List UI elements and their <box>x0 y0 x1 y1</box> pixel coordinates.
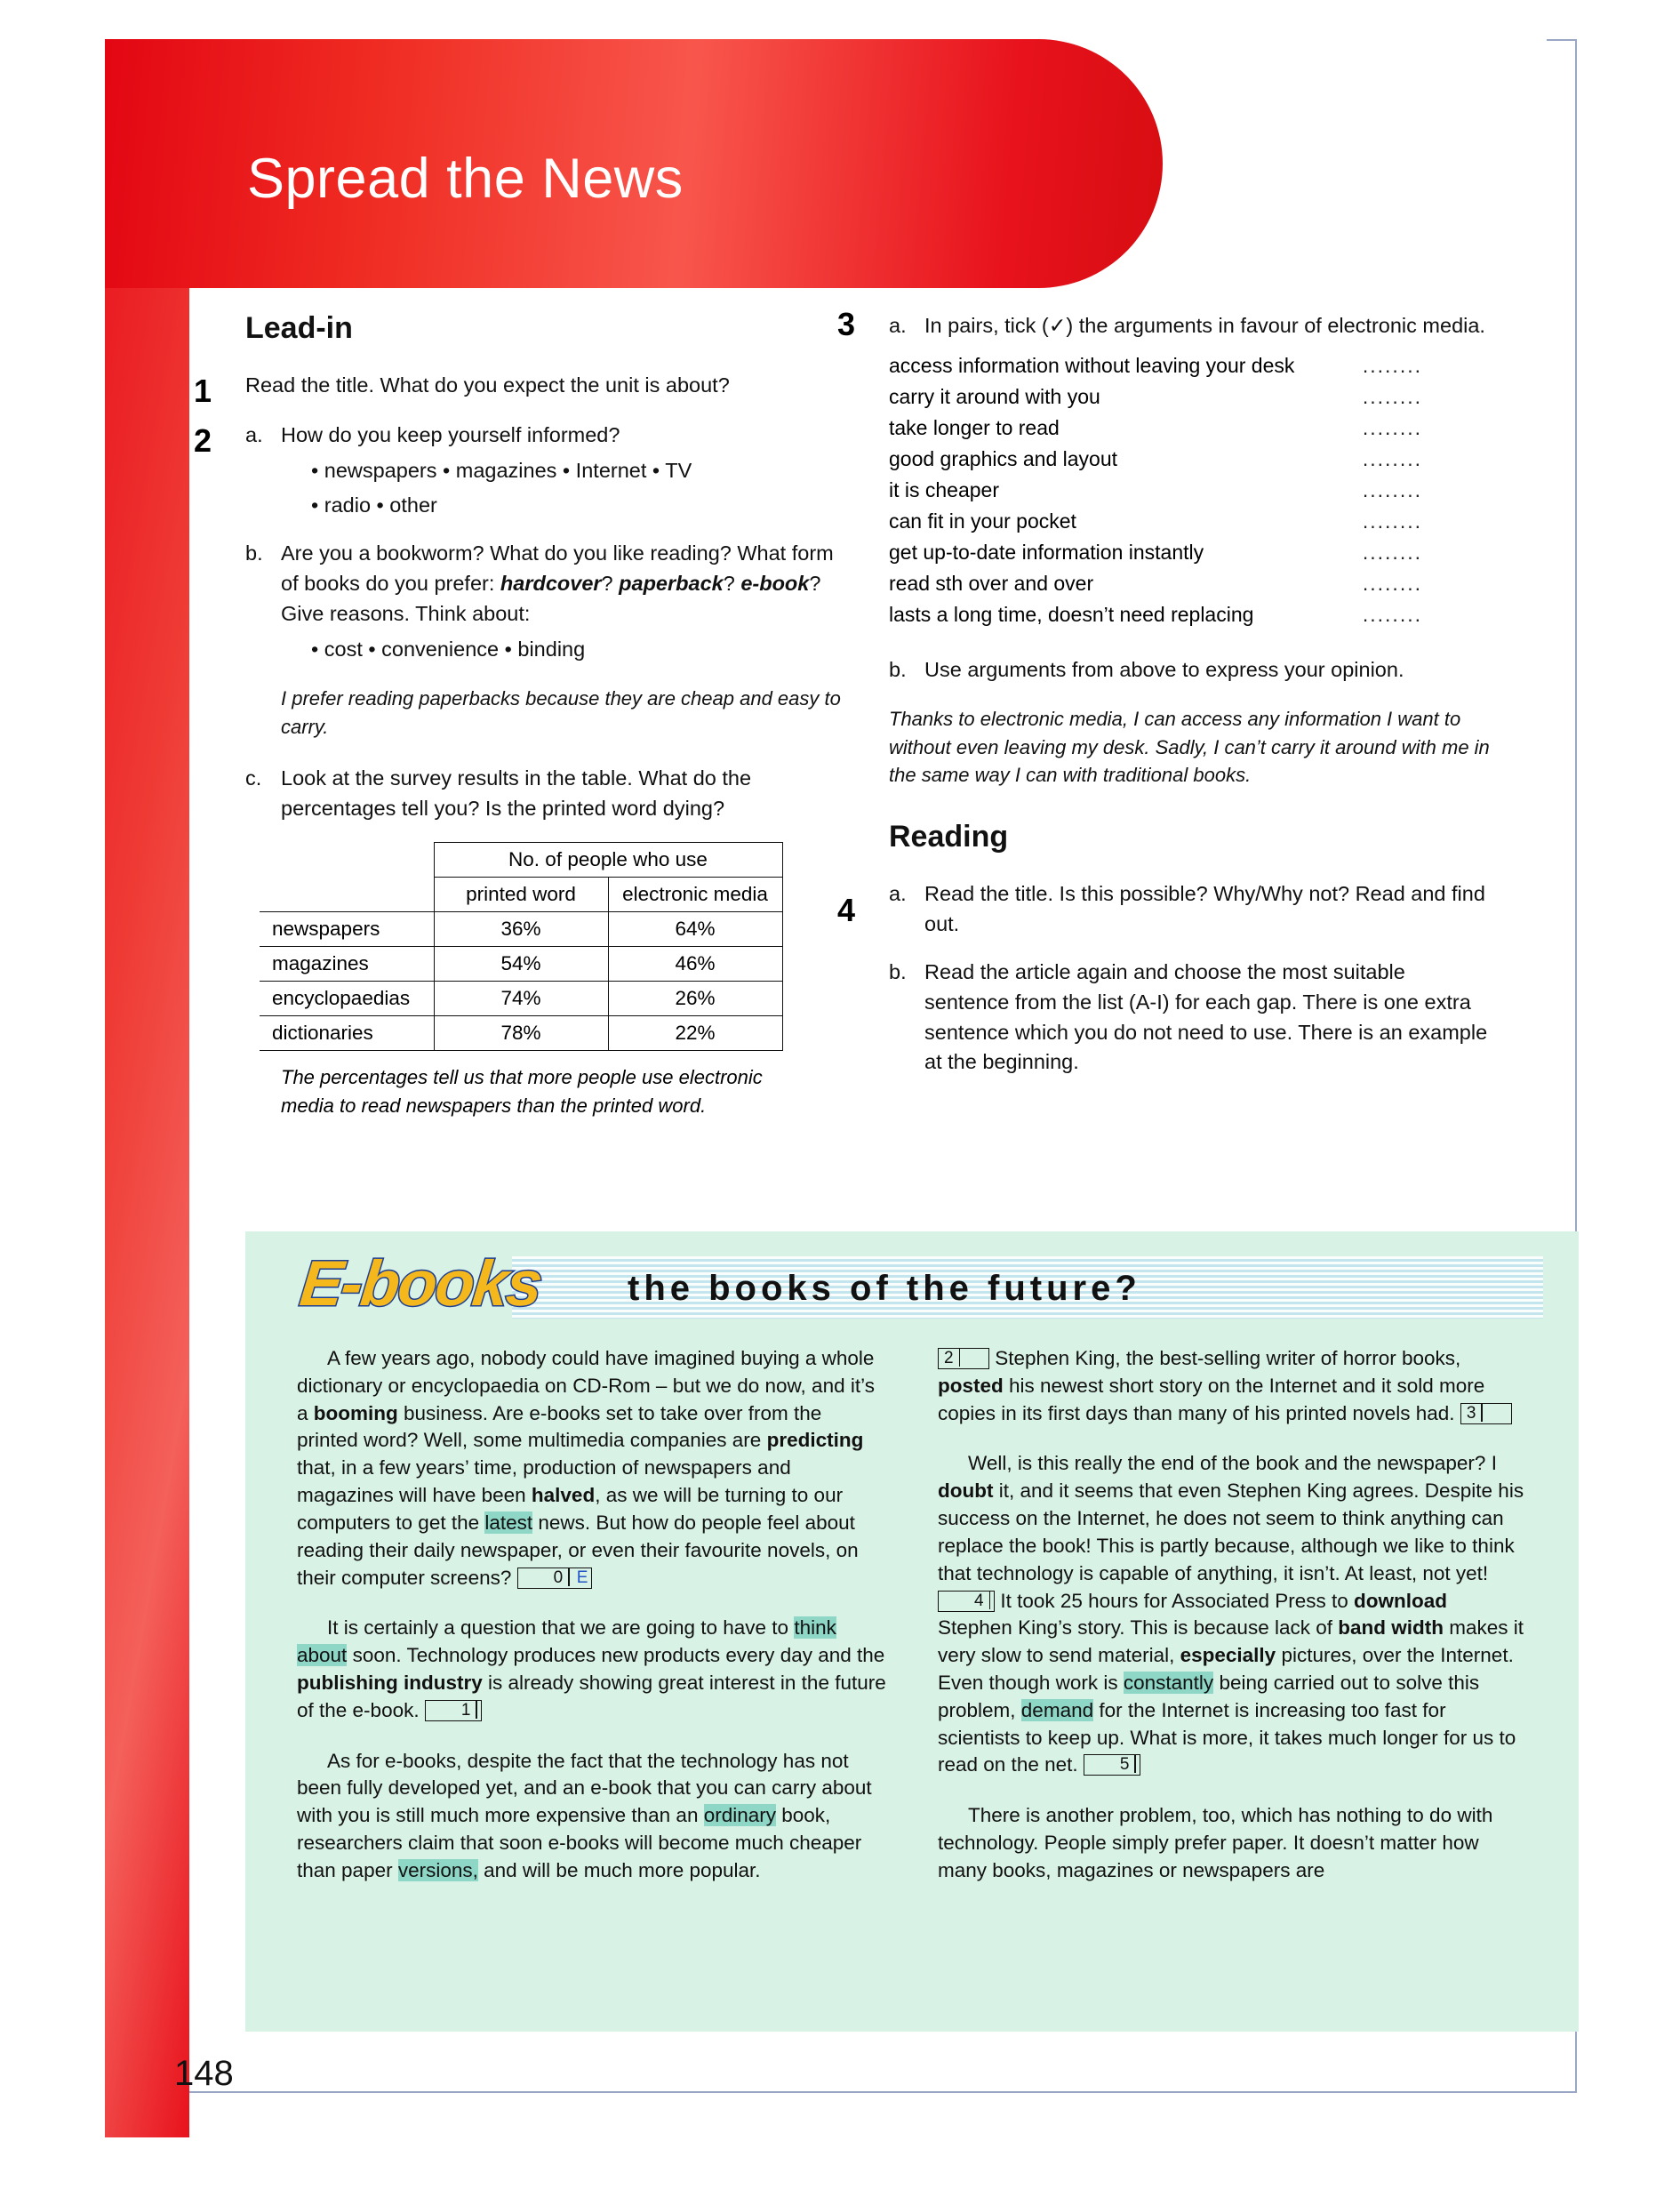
r2-bold-band-width: band width <box>1338 1616 1444 1640</box>
p2-seg-a: It is certainly a question that we are going to have to <box>327 1616 795 1640</box>
tick-line[interactable]: ........ <box>1362 540 1422 564</box>
r1-bold-posted: posted <box>938 1374 1004 1397</box>
table-row-label: magazines <box>260 947 434 982</box>
gap-divider <box>959 1349 961 1367</box>
tick-line[interactable]: ........ <box>1362 477 1422 501</box>
exercise-2a-label: a. <box>245 422 263 446</box>
list-item-label: can fit in your pocket <box>889 509 1076 533</box>
r1-seg-b: his newest short story on the Internet and it sold more copies in its first days than many of his printed novels had. <box>938 1374 1485 1424</box>
p3-highlight-ordinary: ordinary <box>703 1804 777 1827</box>
gap-1[interactable] <box>425 1700 482 1721</box>
table-cell-printed: 74% <box>434 982 608 1016</box>
p2-bold-publishing-industry: publishing industry <box>297 1671 483 1694</box>
table-row <box>260 982 782 1016</box>
tick-line[interactable]: ........ <box>1362 509 1422 533</box>
table-top-header: No. of people who use <box>434 843 782 878</box>
table-cell-electronic: 26% <box>608 982 782 1016</box>
exercise-4 <box>837 879 1493 1078</box>
article-right-column <box>938 1345 1527 1908</box>
exercise-1-number: 1 <box>194 373 212 409</box>
gap-3-number: 3 <box>1466 1403 1476 1423</box>
p1-seg-e: news. But how do people feel about reading their daily newspaper, or even their favourite novels, on their computer screens? <box>297 1511 859 1589</box>
list-item[interactable] <box>889 475 1422 506</box>
ex2b-bold-hardcover: hardcover <box>500 572 602 596</box>
list-item-label: take longer to read <box>889 415 1060 439</box>
page-number: 148 <box>174 2054 234 2093</box>
list-item[interactable] <box>889 413 1422 444</box>
table-cell-electronic: 46% <box>608 947 782 982</box>
ex2b-bold-ebook: e-book <box>740 572 810 596</box>
gap-example-number: 0 <box>553 1568 564 1587</box>
exercise-1-text: Read the title. What do you expect the unit is about? <box>245 373 730 397</box>
table-cell-electronic: 22% <box>608 1016 782 1051</box>
exercise-3b-text: Use arguments from above to express your opinion. <box>924 657 1404 681</box>
r2-seg-g: being carried out to solve this problem, <box>938 1671 1480 1721</box>
gap-3[interactable] <box>1460 1403 1512 1424</box>
list-item-label: good graphics and layout <box>889 446 1118 470</box>
tick-line[interactable]: ........ <box>1362 602 1422 626</box>
article-paragraph <box>297 1615 886 1724</box>
table-cell-printed: 54% <box>434 947 608 982</box>
article-left-column <box>297 1345 886 1908</box>
list-item[interactable] <box>889 568 1422 599</box>
page-title: Spread the News <box>247 148 684 210</box>
exercise-3b-label: b. <box>889 657 907 681</box>
exercise-4b-label: b. <box>889 959 907 983</box>
exercise-2c <box>245 764 850 824</box>
list-item[interactable] <box>889 350 1422 381</box>
tick-line[interactable]: ........ <box>1362 415 1422 439</box>
article-paragraph <box>938 1345 1527 1427</box>
list-item-label: it is cheaper <box>889 477 1000 501</box>
table-col-header-electronic: electronic media <box>608 878 782 912</box>
list-item-label: lasts a long time, doesn’t need replacing <box>889 602 1254 626</box>
r2-seg-b: it, and it seems that even Stephen King agrees. Despite his success on the Internet, he does not seem to think anything can replace the book! This is partly because, although we like to think that technology is capable of anything, it isn’t. At least, not yet! <box>938 1479 1524 1584</box>
reading-heading: Reading <box>889 820 1009 854</box>
exercise-2a-bullet-1: • newspapers • magazines • Internet • TV <box>311 458 692 482</box>
table-corner-cell <box>260 843 434 878</box>
survey-table <box>260 842 783 1051</box>
r2-seg-h: for the Internet is increasing too fast for scientists to keep up. What is more, it takes much longer for us to read on the net. <box>938 1698 1516 1776</box>
p2-seg-b: soon. Technology produces new products every day and the <box>347 1644 885 1667</box>
r2-bold-doubt: doubt <box>938 1479 994 1503</box>
gap-example-answer: E <box>576 1568 588 1587</box>
table-row-label: encyclopaedias <box>260 982 434 1016</box>
list-item[interactable] <box>889 537 1422 568</box>
p1-bold-booming: booming <box>313 1401 398 1424</box>
ex2b-seg2: ? <box>601 572 620 596</box>
right-column <box>837 306 1493 1095</box>
table-row-label: dictionaries <box>260 1016 434 1051</box>
table-cell-printed: 36% <box>434 912 608 947</box>
p2-seg-c: is already showing great interest in the future of the e-book. <box>297 1671 886 1721</box>
r2-seg-f: pictures, over the Internet. Even though work is <box>938 1644 1514 1694</box>
gap-4[interactable] <box>938 1591 995 1612</box>
r1-seg-a: Stephen King, the best-selling writer of horror books, <box>989 1347 1461 1369</box>
table-col-header-printed: printed word <box>434 878 608 912</box>
left-column <box>194 311 850 1120</box>
ex2b-bold-paperback: paperback <box>619 572 724 596</box>
exercise-4b <box>889 958 1493 1078</box>
article-columns <box>245 1345 1579 1908</box>
r2-bold-especially: especially <box>1180 1644 1276 1667</box>
r2-bold-download: download <box>1354 1589 1448 1612</box>
tick-line[interactable]: ........ <box>1362 353 1422 377</box>
article-panel <box>245 1231 1579 2032</box>
exercise-2b-example: I prefer reading paperbacks because they are cheap and easy to carry. <box>281 686 841 738</box>
gap-2[interactable] <box>938 1348 989 1369</box>
tick-line[interactable]: ........ <box>1362 571 1422 595</box>
p3-seg-b: book, researchers claim that soon e-books will become much cheaper than paper <box>297 1804 862 1881</box>
ex2b-seg3: ? <box>723 572 741 596</box>
list-item[interactable] <box>889 506 1422 537</box>
exercise-1 <box>194 371 850 409</box>
survey-table-wrap <box>245 842 850 1120</box>
table-row <box>260 947 782 982</box>
exercise-4a-label: a. <box>889 882 907 906</box>
exercise-2b <box>245 539 850 741</box>
article-paragraph <box>938 1450 1527 1779</box>
p1-seg-a: A few years ago, nobody could have imagined buying a whole dictionary or encyclopaedia on CD-Rom – but we do now, and it’s a <box>297 1347 875 1424</box>
exercise-4-number: 4 <box>837 892 856 929</box>
exercise-3b-example: Thanks to electronic media, I can access any information I want to without even leaving my desk. Sadly, I can’t carry it around with me in the same way I can with traditional books. <box>889 707 1490 787</box>
r2-highlight-demand: demand <box>1020 1698 1094 1721</box>
exercise-3-number: 3 <box>837 306 856 342</box>
article-paragraph <box>297 1748 886 1885</box>
gap-5[interactable] <box>1084 1754 1140 1776</box>
r2-highlight-constantly: constantly <box>1123 1671 1214 1694</box>
article-paragraph <box>938 1802 1527 1884</box>
list-item[interactable] <box>889 381 1422 413</box>
table-cell-electronic: 64% <box>608 912 782 947</box>
bottom-frame-line <box>189 2091 1577 2093</box>
gap-divider <box>989 1592 991 1609</box>
exercise-3b <box>889 655 1493 790</box>
list-item-label: read sth over and over <box>889 571 1094 595</box>
arguments-checklist <box>889 350 1493 630</box>
exercise-3 <box>837 306 1493 790</box>
tick-line[interactable]: ........ <box>1362 446 1422 470</box>
table-row <box>260 1016 782 1051</box>
gap-divider <box>568 1568 570 1586</box>
gap-5-number: 5 <box>1119 1755 1130 1775</box>
r2-seg-a: Well, is this really the end of the book and the newspaper? I <box>968 1452 1497 1475</box>
ebooks-logo: E-books <box>296 1248 545 1319</box>
gap-divider <box>1481 1404 1483 1422</box>
left-red-bar <box>105 39 189 2137</box>
list-item[interactable] <box>889 444 1422 475</box>
table-header-row-top <box>260 843 782 878</box>
gap-divider <box>476 1701 477 1719</box>
list-item-label: get up-to-date information instantly <box>889 540 1204 564</box>
p1-seg-d: , as we will be turning to our computers to get the <box>297 1484 844 1534</box>
table-corner-cell-2 <box>260 878 434 912</box>
table-header-row <box>260 878 782 912</box>
exercise-2c-text: Look at the survey results in the table. What do the percentages tell you? Is the printed word dying? <box>281 766 752 821</box>
exercise-3a-text: In pairs, tick (✓) the arguments in favour of electronic media. <box>924 314 1485 337</box>
p3-seg-a: As for e-books, despite the fact that the technology has not been fully developed yet, and an e-book that you can carry about with you is still much more expensive than an <box>297 1749 872 1827</box>
gap-example[interactable] <box>517 1568 593 1589</box>
exercise-2c-example: The percentages tell us that more people use electronic media to read newspapers than the printed word. <box>281 1066 763 1117</box>
table-cell-printed: 78% <box>434 1016 608 1051</box>
exercise-2a <box>245 421 850 521</box>
article-subtitle: the books of the future? <box>628 1269 1141 1308</box>
exercise-4b-text: Read the article again and choose the most suitable sentence from the list (A-I) for each gap. There is one extra sentence which you do not need to use. There is an example at the beginning. <box>924 959 1488 1074</box>
table-row <box>260 912 782 947</box>
tick-line[interactable]: ........ <box>1362 384 1422 408</box>
gap-1-number: 1 <box>460 1700 471 1720</box>
exercise-2b-bullet-1: • cost • convenience • binding <box>311 637 586 661</box>
exercise-4a <box>889 879 1493 940</box>
r2-seg-d: Stephen King’s story. This is because lack of <box>938 1616 1339 1640</box>
article-paragraph <box>297 1345 886 1592</box>
table-row-label: newspapers <box>260 912 434 947</box>
r3-seg-a: There is another problem, too, which has nothing to do with technology. People simply prefer paper. It doesn’t matter how many books, magazines or newspapers are <box>938 1804 1493 1881</box>
r2-seg-e: makes it very slow to send material, <box>938 1616 1524 1667</box>
gap-2-number: 2 <box>944 1349 954 1367</box>
list-item[interactable] <box>889 599 1422 630</box>
p3-highlight-versions: versions, <box>397 1858 478 1881</box>
r2-seg-c: It took 25 hours for Associated Press to <box>995 1589 1355 1612</box>
exercise-2 <box>194 421 850 1120</box>
article-header <box>245 1231 1579 1343</box>
gap-4-number: 4 <box>974 1591 984 1610</box>
p1-seg-c: that, in a few years’ time, production of newspapers and magazines will have been <box>297 1456 791 1507</box>
p1-highlight-latest: latest <box>484 1511 533 1534</box>
exercise-2-number: 2 <box>194 421 212 459</box>
p3-seg-c: and will be much more popular. <box>477 1858 761 1881</box>
ex2b-seg1: Are you a bookworm? What do you like reading? What form of books do you prefer: <box>281 541 834 596</box>
list-item-label: carry it around with you <box>889 384 1100 408</box>
ex2b-seg4: ? Give reasons. Think about: <box>281 572 821 625</box>
p2-highlight-think-about: think about <box>297 1616 836 1667</box>
exercise-2b-text <box>281 539 850 629</box>
list-item-label: access information without leaving your desk <box>889 353 1295 377</box>
p1-bold-predicting: predicting <box>766 1429 864 1452</box>
exercise-2b-label: b. <box>245 541 263 565</box>
exercise-4a-text: Read the title. Is this possible? Why/Why not? Read and find out. <box>924 882 1485 936</box>
exercise-3a <box>889 311 1493 341</box>
exercise-2a-text: How do you keep yourself informed? <box>281 422 620 446</box>
top-frame-line <box>1547 39 1577 41</box>
p1-bold-halved: halved <box>531 1484 596 1507</box>
exercise-2c-label: c. <box>245 766 262 790</box>
p1-seg-b: business. Are e-books set to take over from the printed word? Well, some multimedia companies are <box>297 1401 822 1452</box>
exercise-2a-bullet-2: • radio • other <box>311 493 437 517</box>
gap-divider <box>1134 1755 1136 1773</box>
lead-in-heading: Lead-in <box>245 311 353 345</box>
exercise-3a-label: a. <box>889 314 907 337</box>
